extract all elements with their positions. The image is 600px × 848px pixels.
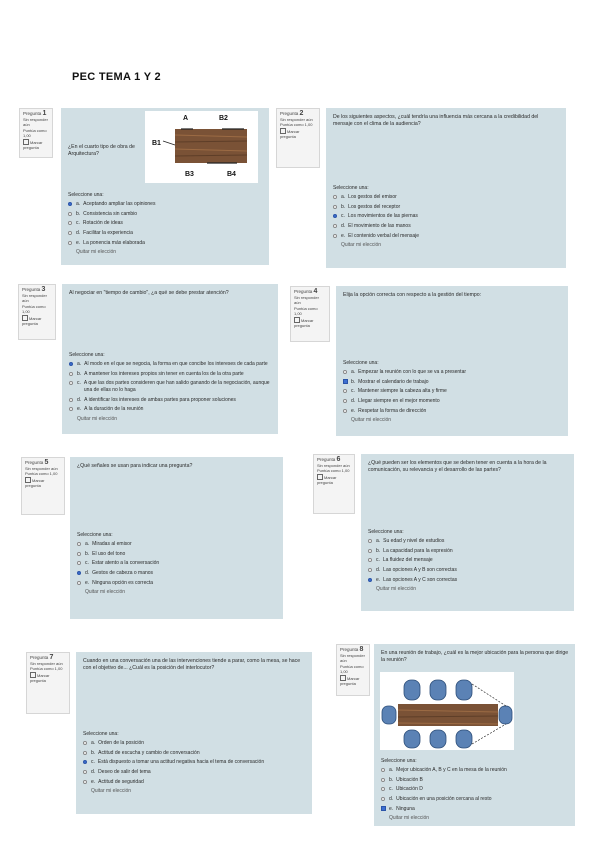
question-points: Puntúa como 1,00 [25,471,58,476]
options-list [77,532,277,595]
question-info-3 [18,284,56,340]
radio-icon[interactable] [368,558,372,562]
option-b[interactable]: b. Ubicación B [381,777,571,784]
question-box-2 [326,108,566,268]
flag-icon [25,477,31,483]
option-b[interactable]: b. Mostrar el calendario de trabajo [343,379,558,386]
clear-choice-link[interactable]: Quitar mi elección [91,788,132,795]
options-list [69,352,273,422]
checkbox-checked-icon[interactable] [381,806,386,811]
question-text: De los siguientes aspectos, ¿cuál tendría una influencia más cercana a la credibilidad del mensaje con el clima de la audiencia? [333,114,539,127]
radio-icon[interactable] [368,549,372,553]
select-label: Seleccione una: [77,532,113,538]
clear-choice-link[interactable]: Quitar mi elección [389,815,430,822]
option-e[interactable]: e. Las opciones A y C son correctas [368,577,568,584]
radio-icon[interactable] [69,407,73,411]
option-e[interactable]: e. A la duración de la reunión [69,406,273,413]
option-b[interactable]: b. A mantener los intereses propios sin tener en cuenta los de la otra parte [69,371,273,378]
option-c[interactable]: c. A que las dos partes consideren que han salido ganando de la negociación, aunque una de ellas no lo haga [69,380,273,393]
option-d[interactable]: d. Deseo de salir del tema [83,769,307,776]
radio-icon[interactable] [68,221,72,225]
option-a[interactable]: a. Su edad y nivel de estudios [368,538,568,545]
clear-choice-link[interactable]: Quitar mi elección [85,589,126,596]
radio-selected-icon[interactable] [83,760,87,764]
clear-choice-link[interactable]: Quitar mi elección [77,415,118,422]
option-d[interactable]: d. Ubicación en una posición cercana al resto [381,796,571,803]
radio-icon[interactable] [69,398,73,402]
question-info-7 [26,652,70,714]
radio-icon[interactable] [69,381,73,385]
radio-icon[interactable] [381,778,385,782]
table-diagram-svg [145,111,258,183]
flag-question[interactable]: Marcar pregunta [22,315,42,326]
question-state: Sin responder aún [294,294,319,305]
question-info-1 [19,108,53,158]
question-points: Puntúa como 1,00 [30,666,63,671]
flag-question[interactable]: Marcar pregunta [317,474,337,485]
radio-icon[interactable] [77,552,81,556]
question-info-5 [21,457,65,515]
question-number: Pregunta 6 [317,456,341,463]
clear-choice-link[interactable]: Quitar mi elección [351,417,392,424]
radio-icon[interactable] [368,568,372,572]
question-points: Puntúa como 1,00 [22,303,46,314]
question-points: Puntúa como 1,00 [340,663,364,674]
label-b4: B4 [227,171,236,178]
option-a[interactable]: a. Empezar la reunión con lo que se va a presentar [343,369,558,376]
option-b[interactable]: b. Actitud de escucha y cambio de conversación [83,750,307,757]
flag-icon [294,317,300,323]
options-list [83,731,307,794]
option-c[interactable]: c. Los movimientos de las piernas [333,213,558,220]
flag-icon [22,315,28,321]
radio-icon[interactable] [343,389,347,393]
meeting-table-image [380,672,514,750]
radio-icon[interactable] [77,542,81,546]
question-points: Puntúa como 1,00 [317,468,350,473]
select-label: Seleccione una: [69,352,105,358]
option-d[interactable]: d. A identificar los intereses de ambas partes para proponer soluciones [69,397,273,404]
select-label: Seleccione una: [381,758,417,764]
question-state: Sin responder aún [317,462,350,468]
option-d[interactable]: d. Gestos de cabeza o manos [77,570,277,577]
radio-icon[interactable] [83,780,87,784]
select-label: Seleccione una: [333,185,369,191]
question-text: ¿Qué pueden ser los elementos que se deben tener en cuenta a la hora de la comunicación, su relevancia y el desarrollo de las partes? [368,460,547,473]
question-state: Sin responder aún [280,116,313,122]
radio-icon[interactable] [333,234,337,238]
radio-icon[interactable] [83,770,87,774]
radio-selected-icon[interactable] [77,571,81,575]
radio-selected-icon[interactable] [68,202,72,206]
option-e[interactable]: e. Ninguna opción es correcta [77,580,277,587]
question-text: Elija la opción correcta con respecto a la gestión del tiempo: [343,292,482,298]
option-e[interactable]: e. Actitud de seguridad [83,779,307,786]
flag-icon [30,672,36,678]
radio-icon[interactable] [68,241,72,245]
question-info-8 [336,644,370,696]
question-box-8 [374,644,575,826]
radio-icon[interactable] [83,751,87,755]
select-label: Seleccione una: [343,360,379,366]
radio-selected-icon[interactable] [69,362,73,366]
table-diagram-image [145,111,258,183]
option-b[interactable]: b. La capacidad para la expresión [368,548,568,555]
flag-question[interactable]: Marcar pregunta [340,675,360,686]
option-e[interactable]: e. Respetar la forma de dirección [343,408,558,415]
question-state: Sin responder aún [23,116,48,127]
options-list [381,758,571,821]
option-e[interactable]: e. Ninguna [381,806,571,813]
label-b1: B1 [152,140,161,147]
clear-choice-link[interactable]: Quitar mi elección [76,249,117,256]
question-box-4 [336,286,568,436]
radio-icon[interactable] [381,768,385,772]
option-c[interactable]: c. Ubicación D [381,786,571,793]
option-a[interactable]: a. Al modo en el que se negocia, la forma en que concibe los intereses de cada parte [69,361,273,368]
question-text: En una reunión de trabajo, ¿cuál es la mejor ubicación para la persona que dirige la reunión? [381,650,569,663]
radio-icon[interactable] [333,205,337,209]
radio-icon[interactable] [343,409,347,413]
options-list [333,185,558,248]
label-a: A [183,115,189,122]
radio-icon[interactable] [77,561,81,565]
flag-icon [280,128,286,134]
select-label: Seleccione una: [83,731,119,737]
flag-question[interactable]: Marcar pregunta [25,477,45,488]
flag-question[interactable]: Marcar pregunta [30,672,50,683]
option-d[interactable]: d. El movimiento de las manos [333,223,558,230]
option-c[interactable]: c. Está dispuesto a tomar una actitud negativa hacia el tema de conversación [83,759,307,766]
question-box-6 [361,454,574,611]
option-e[interactable]: e. La ponencia más elaborada [68,240,258,247]
option-c[interactable]: c. Mantener siempre la cabeza alta y firme [343,388,558,395]
question-points: Puntúa como 1,00 [23,127,47,138]
flag-icon [23,139,29,145]
option-b[interactable]: b. Consistencia sin cambio [68,211,258,218]
question-text: ¿En el cuarto tipo de obra de Arquitectura? [68,144,135,157]
option-c[interactable]: c. Rotación de ideas [68,220,258,227]
radio-icon[interactable] [368,539,372,543]
radio-icon[interactable] [381,797,385,801]
question-state: Sin responder aún [22,292,47,303]
question-points: Puntúa como 1,00 [294,305,318,316]
question-number: Pregunta 5 [25,459,49,466]
radio-icon[interactable] [83,741,87,745]
label-b2: B2 [219,115,228,122]
option-e[interactable]: e. El contenido verbal del mensaje [333,233,558,240]
meeting-table-svg [380,672,514,750]
flag-question[interactable]: Marcar pregunta [280,128,300,139]
question-box-3 [62,284,278,434]
option-a[interactable]: a. Mejor ubicación A, B y C en la mesa de la reunión [381,767,571,774]
document-title: PEC TEMA 1 Y 2 [72,71,161,83]
question-state: Sin responder aún [340,652,365,663]
option-c[interactable]: c. La fluidez del mensaje [368,557,568,564]
question-info-4 [290,286,330,342]
question-info-2 [276,108,320,168]
question-number: Pregunta 4 [294,288,318,295]
question-box-7 [76,652,312,814]
radio-icon[interactable] [333,224,337,228]
checkbox-checked-icon[interactable] [343,379,348,384]
select-label: Seleccione una: [68,192,104,198]
option-d[interactable]: d. Llegar siempre en el mejor momento [343,398,558,405]
question-number: Pregunta 1 [23,110,47,117]
options-list [368,529,568,592]
option-a[interactable]: a. Aceptando ampliar las opiniones [68,201,258,208]
radio-icon[interactable] [333,195,337,199]
select-label: Seleccione una: [368,529,404,535]
question-number: Pregunta 7 [30,654,54,661]
radio-icon[interactable] [343,399,347,403]
radio-selected-icon[interactable] [368,578,372,582]
question-text: Al negociar en "tiempo de cambio", ¿a qué se debe prestar atención? [69,290,229,296]
option-a[interactable]: a. Orden de la posición [83,740,307,747]
radio-icon[interactable] [68,212,72,216]
radio-icon[interactable] [68,231,72,235]
radio-icon[interactable] [69,372,73,376]
flag-icon [317,474,323,480]
question-state: Sin responder aún [25,465,58,471]
question-text: Cuando en una conversación una de las intervenciones tiende a parar, como la mesa, se hace con el objetivo de... ¿Cuál es la posición del interlocutor? [83,658,301,671]
question-state: Sin responder aún [30,660,63,666]
question-number: Pregunta 2 [280,110,304,117]
option-a[interactable]: a. Miradas al emisor [77,541,277,548]
radio-icon[interactable] [77,581,81,585]
flag-question[interactable]: Marcar pregunta [23,139,43,150]
options-list [68,192,258,255]
radio-selected-icon[interactable] [333,214,337,218]
flag-question[interactable]: Marcar pregunta [294,317,314,328]
radio-icon[interactable] [381,787,385,791]
clear-choice-link[interactable]: Quitar mi elección [341,242,382,249]
options-list [343,360,558,423]
question-number: Pregunta 3 [22,286,46,293]
question-info-6 [313,454,355,514]
question-number: Pregunta 8 [340,646,364,653]
question-text: ¿Qué señales se usan para indicar una pregunta? [77,463,193,469]
option-b[interactable]: b. El uso del tono [77,551,277,558]
clear-choice-link[interactable]: Quitar mi elección [376,586,417,593]
option-a[interactable]: a. Los gestos del emisor [333,194,558,201]
option-c[interactable]: c. Estar atento a la conversación [77,560,277,567]
flag-icon [340,675,346,681]
question-box-1 [61,108,269,265]
option-d[interactable]: d. Facilitar la experiencia [68,230,258,237]
question-box-5 [70,457,283,619]
radio-icon[interactable] [343,370,347,374]
option-d[interactable]: d. Las opciones A y B son correctas [368,567,568,574]
question-points: Puntúa como 1,00 [280,122,313,127]
label-b3: B3 [185,171,194,178]
option-b[interactable]: b. Los gestos del receptor [333,204,558,211]
